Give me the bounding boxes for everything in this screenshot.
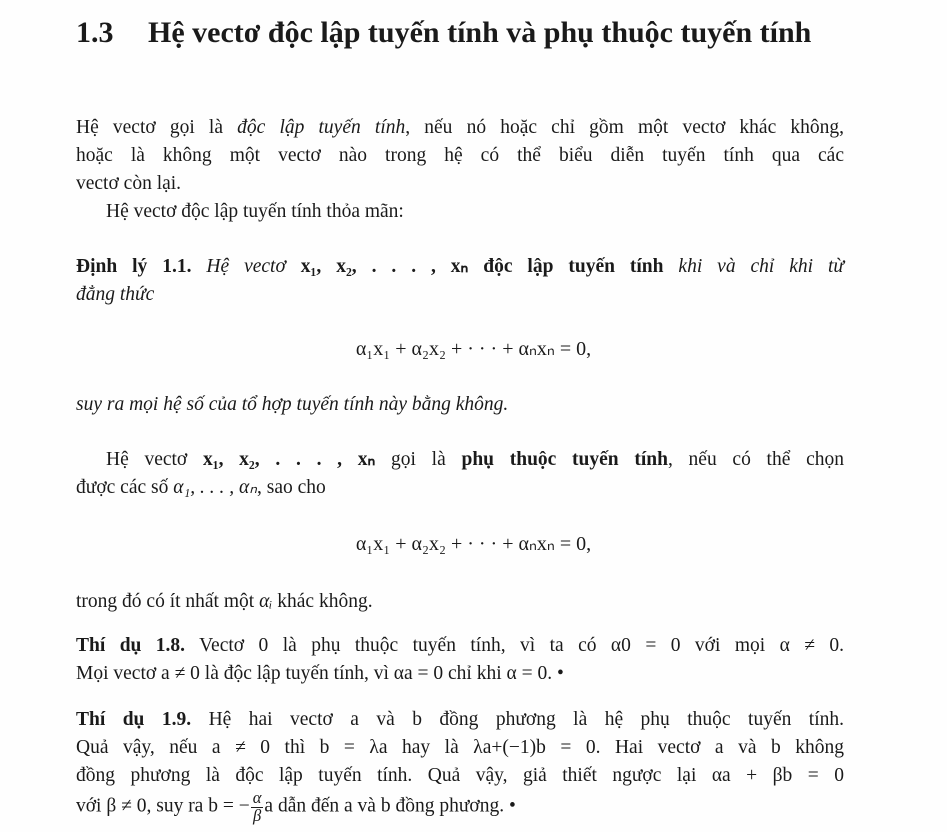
theorem-equation: α₁x₁ + α₂x₂ + · · · + αₙxₙ = 0, [355,338,592,360]
text: Hệ vectơ gọi là [76,117,238,138]
para2-line1 [106,448,844,472]
alpha-list: α₁, . . . , αₙ [173,477,257,498]
fraction-denominator: β [252,805,262,825]
para2-line2 [76,476,844,500]
example18-line1 [76,634,844,658]
fraction-alpha-over-beta [251,790,264,824]
bold-term: phụ thuộc tuyến tính [461,449,668,470]
text: được các số [76,477,169,498]
text: , nếu nó hoặc chỉ gồm một vectơ khác không, [405,117,844,138]
text: Vectơ 0 là phụ thuộc tuyến tính, vì ta có α0 = 0 với mọi α ≠ 0. [199,635,844,656]
vector-list: x₁, x₂, . . . , xₙ [300,256,469,277]
para1-line4: Hệ vectơ độc lập tuyến tính thỏa mãn: [106,201,404,222]
text: Hệ vectơ [106,449,188,470]
text: gọi là [391,449,446,470]
example19-line4 [76,790,844,824]
alpha-i: αᵢ [259,591,273,612]
example19-line3: đồng phương là độc lập tuyến tính. Quả vậy, giả thiết ngược lại αa + βb = 0 [76,765,844,786]
text: trong đó có ít nhất một [76,591,255,612]
theorem-label: Định lý 1.1. [76,256,192,277]
theorem-conclusion: suy ra mọi hệ số của tổ hợp tuyến tính này bằng không. [76,394,509,415]
text: a dẫn đến a và b đồng phương. • [264,795,516,817]
section-number: 1.3 [76,16,114,49]
example19-line2: Quả vậy, nếu a ≠ 0 thì b = λa hay là λa+(−1)b = 0. Hai vectơ a và b không [76,737,844,758]
text: khác không. [277,591,373,612]
term-independent: độc lập tuyến tính [237,117,406,138]
section-title: Hệ vectơ độc lập tuyến tính và phụ thuộc tuyến tính [148,16,812,49]
vector-list: x₁, x₂, . . . , xₙ [202,449,376,470]
para1-line2: hoặc là không một vectơ nào trong hệ có thể biểu diễn tuyến tính qua các [76,145,844,166]
text: , sao cho [257,477,326,498]
para2-line3 [76,590,844,614]
para1-line3: vectơ còn lại. [76,173,182,194]
example18-line2: Mọi vectơ a ≠ 0 là độc lập tuyến tính, vì αa = 0 chỉ khi α = 0. • [76,663,564,684]
example18-label: Thí dụ 1.8. [76,635,186,656]
theorem-line1 [76,255,844,279]
text: với β ≠ 0, suy ra b = − [76,795,250,817]
text: Hệ vectơ [206,256,286,277]
text: khi và chỉ khi từ [678,256,845,277]
bold-term: độc lập tuyến tính [483,256,664,277]
para2-equation: α₁x₁ + α₂x₂ + · · · + αₙxₙ = 0, [355,533,592,555]
text: , nếu có thể chọn [667,449,845,470]
text: Hệ hai vectơ a và b đồng phương là hệ phụ thuộc tuyến tính. [208,709,845,730]
theorem-line2: đẳng thức [76,284,155,305]
example19-line1 [76,708,844,732]
fraction-numerator: α [252,788,262,807]
para1-line1 [76,116,844,140]
example19-label: Thí dụ 1.9. [76,709,192,730]
